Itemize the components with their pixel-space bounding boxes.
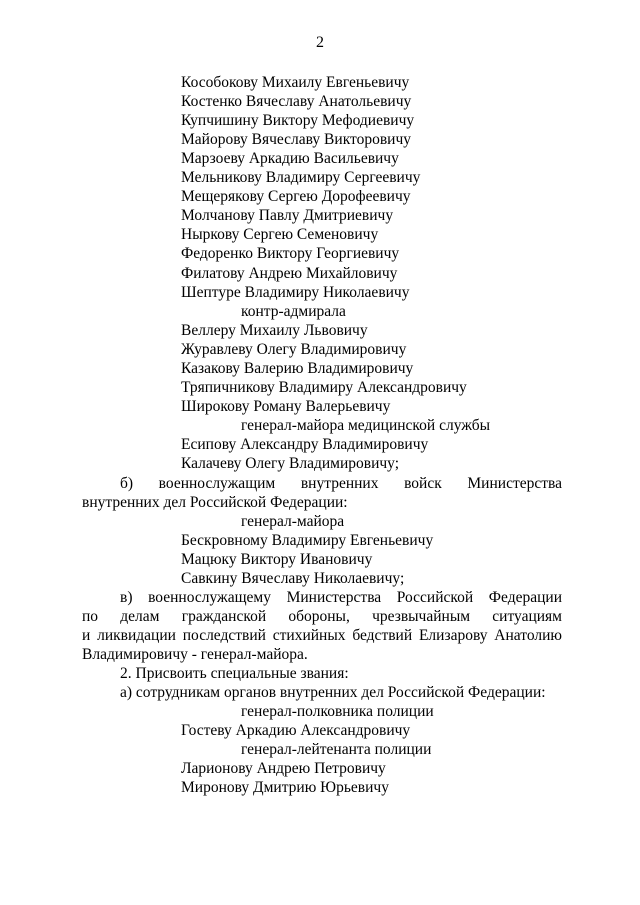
recipient-name: Мацюку Виктору Ивановичу	[181, 551, 373, 568]
recipient-name: Журавлеву Олегу Владимировичу	[181, 341, 407, 358]
recipient-name: Кособокову Михаилу Евгеньевичу	[181, 74, 410, 91]
paragraph-v-line: по делам гражданской обороны, чрезвычайным ситуациям	[82, 608, 562, 625]
rank-heading: генерал-лейтенанта полиции	[241, 741, 432, 758]
recipient-name: Казакову Валерию Владимировичу	[181, 360, 414, 377]
recipient-name: Миронову Дмитрию Юрьевичу	[181, 779, 389, 796]
rank-heading: контр-адмирала	[241, 303, 346, 320]
recipient-name: Широкову Роману Валерьевичу	[181, 398, 391, 415]
item-2-title: 2. Присвоить специальные звания:	[120, 665, 349, 682]
recipient-name: Савкину Вячеславу Николаевичу;	[181, 570, 405, 587]
paragraph-b-line: внутренних дел Российской Федерации:	[82, 494, 348, 511]
recipient-name: Майорову Вячеславу Викторовичу	[181, 131, 411, 148]
item-2a-text: а) сотрудникам органов внутренних дел Российской Федерации:	[120, 684, 546, 701]
recipient-name: Мещерякову Сергею Дорофеевичу	[181, 188, 411, 205]
recipient-name: Костенко Вячеславу Анатольевичу	[181, 93, 412, 110]
recipient-name: Тряпичникову Владимиру Александровичу	[181, 379, 467, 396]
recipient-name: Есипову Александру Владимировичу	[181, 436, 429, 453]
rank-heading: генерал-полковника полиции	[241, 703, 434, 720]
recipient-name: Бескровному Владимиру Евгеньевичу	[181, 532, 434, 549]
paragraph-v-line: в) военнослужащему Министерства Российской Федерации	[120, 589, 562, 606]
page-number: 2	[316, 34, 324, 51]
recipient-name: Марзоеву Аркадию Васильевичу	[181, 150, 399, 167]
recipient-name: Калачеву Олегу Владимировичу;	[181, 455, 400, 472]
rank-heading: генерал-майора	[241, 513, 345, 530]
recipient-name: Шептуре Владимиру Николаевичу	[181, 284, 410, 301]
rank-heading: генерал-майора медицинской службы	[241, 417, 491, 434]
recipient-name: Федоренко Виктору Георгиевичу	[181, 245, 400, 262]
paragraph-v-line: Владимировичу - генерал-майора.	[82, 646, 308, 663]
recipient-name: Купчишину Виктору Мефодиевичу	[181, 112, 415, 129]
paragraph-v-line: и ликвидации последствий стихийных бедствий Елизарову Анатолию	[82, 627, 562, 644]
paragraph-b-line: б) военнослужащим внутренних войск Министерства	[120, 475, 562, 492]
recipient-name: Веллеру Михаилу Львовичу	[181, 322, 368, 339]
recipient-name: Молчанову Павлу Дмитриевичу	[181, 207, 394, 224]
recipient-name: Мельникову Владимиру Сергеевичу	[181, 169, 421, 186]
recipient-name: Ларионову Андрею Петровичу	[181, 760, 386, 777]
recipient-name: Ныркову Сергею Семеновичу	[181, 226, 379, 243]
recipient-name: Филатову Андрею Михайловичу	[181, 265, 398, 282]
recipient-name: Гостеву Аркадию Александровичу	[181, 722, 411, 739]
